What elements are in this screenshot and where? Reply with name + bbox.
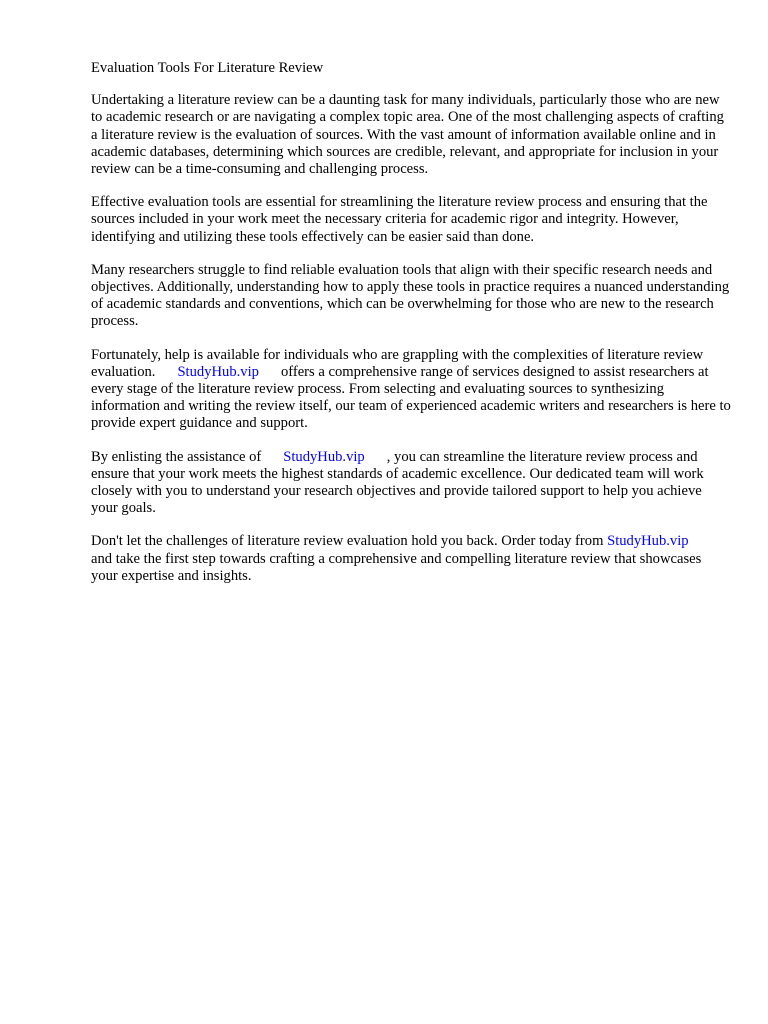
studyhub-link[interactable]: StudyHub.vip xyxy=(177,363,259,380)
paragraph-order-text-before: Don't let the challenges of literature review evaluation hold you back. Order today from xyxy=(91,533,604,550)
paragraph-help xyxy=(91,347,731,433)
paragraph-help-text-after: offers a comprehensive range of services designed to assist researchers at every stage of the literature review process. From selecting and evaluating sources to synthesizing information and writing the review itself, our team of experienced academic writers and researchers is here to provide expert guidance and support. xyxy=(91,363,731,432)
paragraph-order-text-after: and take the first step towards crafting a comprehensive and compelling literature review that showcases your expertise and insights. xyxy=(91,550,702,584)
document-page xyxy=(91,60,731,601)
paragraph-tools: Effective evaluation tools are essential for streamlining the literature review process and ensuring that the sources included in your work meet the necessary criteria for academic rigor and integrity. However, identifying and utilizing these tools effectively can be easier said than done. xyxy=(91,194,708,245)
studyhub-link[interactable]: StudyHub.vip xyxy=(607,533,689,550)
paragraph-order xyxy=(91,533,731,585)
studyhub-link[interactable]: StudyHub.vip xyxy=(283,448,365,465)
paragraph-intro: Undertaking a literature review can be a daunting task for many individuals, particularly those who are new to academic research or are navigating a complex topic area. One of the most challenging aspects of crafting a literature review is the evaluation of sources. With the vast amount of information available online and in academic databases, determining which sources are credible, relevant, and appropriate for inclusion in your review can be a time-consuming and challenging process. xyxy=(91,92,724,178)
document-title: Evaluation Tools For Literature Review xyxy=(91,60,324,76)
paragraph-enlist-text-before: By enlisting the assistance of xyxy=(91,448,262,465)
paragraph-help-text-before: Fortunately, help is available for individuals who are grappling with the complexities of literature review evaluation. xyxy=(91,346,704,380)
paragraph-struggle: Many researchers struggle to find reliable evaluation tools that align with their specific research needs and objectives. Additionally, understanding how to apply these tools in practice requires a nuanced understanding of academic standards and conventions, which can be overwhelming for those who are new to the research process. xyxy=(91,261,730,330)
paragraph-enlist-text-after: , you can streamline the literature review process and ensure that your work meets the highest standards of academic excellence. Our dedicated team will work closely with you to understand your research objectives and provide tailored support to help you achieve your goals. xyxy=(91,448,704,517)
paragraph-enlist xyxy=(91,449,731,518)
